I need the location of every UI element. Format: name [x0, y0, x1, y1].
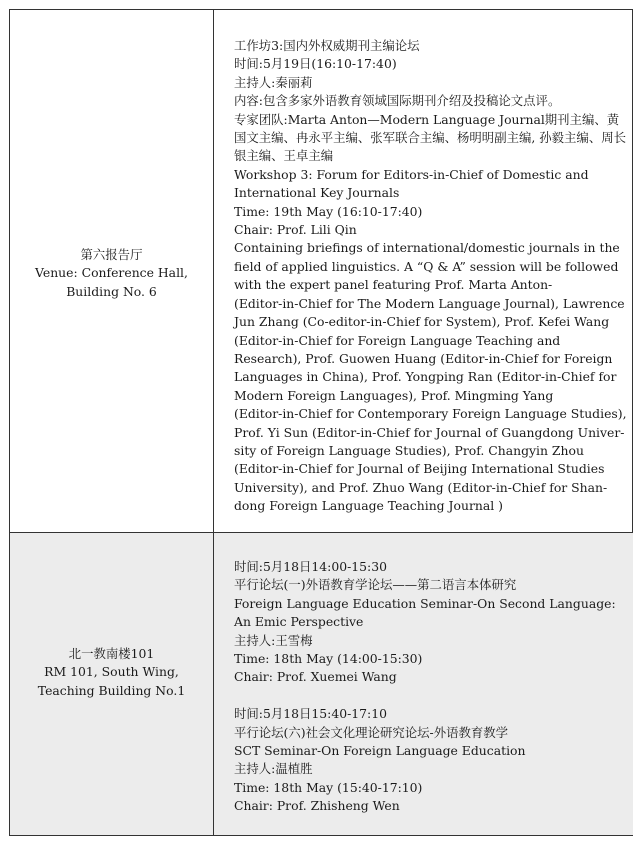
session-2-time: 时间:5月18日15:40-17:10 [234, 706, 387, 722]
venue-line: RM 101, South Wing, [44, 664, 179, 680]
session-1-host: 主持人:王雪梅 [234, 632, 313, 648]
session-details [234, 558, 626, 816]
venue-cell [10, 645, 213, 700]
session-details [234, 37, 626, 516]
venue-line: Venue: Conference Hall, [35, 265, 188, 281]
workshop-time-en: Time: 19th May (16:10-17:40) [234, 203, 423, 219]
column-divider [213, 10, 214, 533]
description-line: Modern Foreign Languages), Prof. Mingming Yang [234, 387, 554, 403]
schedule-table [9, 9, 632, 834]
session-1-time: 时间:5月18日14:00-15:30 [234, 559, 387, 574]
expert-team-line: 银主编、王卓主编 [234, 148, 334, 164]
expert-team-line: 国文主编、冉永平主编、张军联合主编、杨明明副主编, 孙毅主编、周长 [234, 130, 626, 146]
session-1-title-en: An Emic Perspective [234, 614, 364, 630]
description-line: dong Foreign Language Teaching Journal ) [234, 498, 503, 514]
description-line: field of applied linguistics. A “Q & A” session will be followed [234, 258, 619, 274]
session-1-time-en: Time: 18th May (14:00-15:30) [234, 651, 423, 667]
description-line: (Editor-in-Chief for Journal of Beijing International Studies [234, 461, 605, 477]
session-2-time-en: Time: 18th May (15:40-17:10) [234, 779, 423, 795]
workshop-title: 工作坊3:国内外权威期刊主编论坛 [234, 38, 420, 53]
venue-line: 北一教南楼101 [68, 646, 155, 661]
description-line: (Editor-in-Chief for The Modern Language Journal), Lawrence [234, 295, 625, 311]
session-1-chair-en: Chair: Prof. Xuemei Wang [234, 669, 397, 685]
description-line: with the expert panel featuring Prof. Marta Anton- [234, 277, 553, 293]
expert-team-line: 专家团队:Marta Anton—Modern Language Journal期刊主编、黄 [234, 111, 620, 127]
session-2-chair-en: Chair: Prof. Zhisheng Wen [234, 798, 400, 814]
workshop-chair-en: Chair: Prof. Lili Qin [234, 222, 357, 238]
workshop-title-en: International Key Journals [234, 185, 400, 201]
session-spacer [234, 687, 626, 705]
session-1-title-en: Foreign Language Education Seminar-On Second Language: [234, 595, 616, 611]
description-line: Prof. Yi Sun (Editor-in-Chief for Journal of Guangdong Univer- [234, 424, 625, 440]
description-line: University), and Prof. Zhuo Wang (Editor-in-Chief for Shan- [234, 479, 608, 495]
session-2-title: 平行论坛(六)社会文化理论研究论坛-外语教育教学 [234, 724, 509, 740]
table-row-parallel-forums [9, 532, 633, 836]
column-divider [213, 533, 214, 835]
table-border-right [632, 10, 633, 533]
venue-cell [10, 246, 213, 301]
description-line: Containing briefings of international/domestic journals in the [234, 240, 620, 256]
description-line: Research), Prof. Guowen Huang (Editor-in-Chief for Foreign [234, 350, 613, 366]
workshop-content: 内容:包含多家外语教育领域国际期刊介绍及投稿论文点评。 [234, 93, 561, 109]
workshop-time: 时间:5月19日(16:10-17:40) [234, 56, 397, 72]
table-row-workshop-3 [9, 9, 633, 533]
session-2-host: 主持人:温植胜 [234, 761, 313, 777]
description-line: Languages in China), Prof. Yongping Ran (Editor-in-Chief for [234, 369, 617, 385]
venue-line: 第六报告厅 [80, 247, 143, 262]
description-line: (Editor-in-Chief for Contemporary Foreign Language Studies), [234, 406, 627, 422]
workshop-host: 主持人:秦丽莉 [234, 74, 313, 90]
venue-line: Building No. 6 [66, 283, 157, 299]
workshop-title-en: Workshop 3: Forum for Editors-in-Chief of Domestic and [234, 166, 589, 182]
description-line: sity of Foreign Language Studies), Prof. Changyin Zhou [234, 442, 584, 458]
description-line: (Editor-in-Chief for Foreign Language Teaching and [234, 332, 561, 348]
venue-line: Teaching Building No.1 [37, 682, 186, 698]
description-line: Jun Zhang (Co-editor-in-Chief for System), Prof. Kefei Wang [234, 314, 610, 330]
session-1-title: 平行论坛(一)外语教育学论坛——第二语言本体研究 [234, 577, 517, 593]
session-2-title-en: SCT Seminar-On Foreign Language Education [234, 743, 526, 759]
